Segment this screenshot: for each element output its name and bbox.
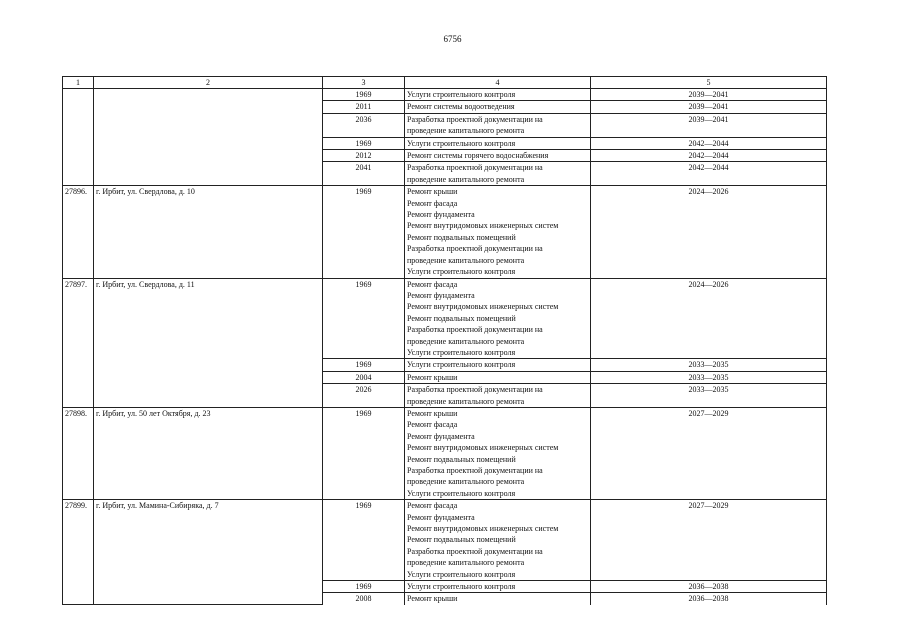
work-item: Ремонт фасада xyxy=(407,198,458,208)
address-cell: г. Ирбит, ул. Свердлова, д. 11 xyxy=(94,278,323,407)
period-cell: 2039—2041 xyxy=(591,89,827,101)
works-cell xyxy=(405,150,591,162)
work-item: проведение капитального ремонта xyxy=(407,336,525,346)
work-item: Услуги строительного контроля xyxy=(407,488,516,498)
work-item: Ремонт подвальных помещений xyxy=(407,535,516,545)
work-item: Разработка проектной документации на xyxy=(407,114,543,124)
header-cell: 3 xyxy=(323,77,405,89)
work-item: Услуги строительного контроля xyxy=(407,90,516,99)
row-number: 27899. xyxy=(63,500,94,605)
year-cell: 2036 xyxy=(323,113,405,137)
work-item: Ремонт подвальных помещений xyxy=(407,232,516,242)
work-item: Ремонт фасада xyxy=(407,420,458,430)
address-cell: г. Ирбит, ул. Мамина-Сибиряка, д. 7 xyxy=(94,500,323,605)
table-row xyxy=(63,89,827,101)
page-number: 6756 xyxy=(443,34,462,44)
works-cell xyxy=(405,162,591,186)
work-item: Ремонт внутридомовых инженерных систем xyxy=(407,302,559,312)
work-item: Ремонт крыши xyxy=(407,372,458,382)
period-cell: 2033—2035 xyxy=(591,384,827,408)
works-cell xyxy=(405,581,591,593)
work-item: Услуги строительного контроля xyxy=(407,267,516,277)
works-cell xyxy=(405,384,591,408)
works-cell xyxy=(405,137,591,149)
year-cell: 1969 xyxy=(323,581,405,593)
work-item: Ремонт внутридомовых инженерных систем xyxy=(407,524,559,534)
period-cell: 2036—2038 xyxy=(591,593,827,605)
work-item: Услуги строительного контроля xyxy=(407,138,516,148)
header-row xyxy=(63,77,827,89)
works-cell xyxy=(405,89,591,101)
period-cell: 2042—2044 xyxy=(591,162,827,186)
work-item: Ремонт фундамента xyxy=(407,431,475,441)
work-item: Ремонт системы водоотведения xyxy=(407,102,515,112)
work-item: Ремонт внутридомовых инженерных систем xyxy=(407,443,559,453)
work-item: Ремонт крыши xyxy=(407,594,458,604)
row-number xyxy=(63,89,94,186)
works-cell xyxy=(405,500,591,581)
period-cell: 2042—2044 xyxy=(591,150,827,162)
period-cell: 2039—2041 xyxy=(591,101,827,113)
work-item: Ремонт фасада xyxy=(407,279,458,289)
works-cell xyxy=(405,113,591,137)
work-item: проведение капитального ремонта xyxy=(407,477,525,487)
work-item: Услуги строительного контроля xyxy=(407,569,516,579)
work-item: Ремонт внутридомовых инженерных систем xyxy=(407,221,559,231)
works-cell xyxy=(405,101,591,113)
work-item: Ремонт фасада xyxy=(407,501,458,511)
year-cell: 2004 xyxy=(323,371,405,383)
work-item: Разработка проектной документации на xyxy=(407,385,543,395)
period-cell: 2033—2035 xyxy=(591,359,827,371)
work-item: проведение капитального ремонта xyxy=(407,255,525,265)
header-cell: 5 xyxy=(591,77,827,89)
year-cell: 1969 xyxy=(323,137,405,149)
period-cell: 2033—2035 xyxy=(591,371,827,383)
year-cell: 1969 xyxy=(323,500,405,581)
work-item: проведение капитального ремонта xyxy=(407,174,525,184)
year-cell: 1969 xyxy=(323,186,405,278)
capital-repair-table xyxy=(62,76,827,605)
work-item: Разработка проектной документации на xyxy=(407,466,543,475)
period-cell: 2027—2029 xyxy=(591,407,827,499)
year-cell: 2008 xyxy=(323,593,405,605)
work-item: Ремонт крыши xyxy=(407,187,458,197)
table-row xyxy=(63,500,827,581)
row-number: 27897. xyxy=(63,278,94,407)
year-cell: 1969 xyxy=(323,89,405,101)
year-cell: 1969 xyxy=(323,359,405,371)
work-item: проведение капитального ремонта xyxy=(407,396,525,406)
works-cell xyxy=(405,278,591,359)
address-cell: г. Ирбит, ул. 50 лет Октября, д. 23 xyxy=(94,407,323,499)
work-item: Разработка проектной документации на xyxy=(407,325,543,335)
table-row xyxy=(63,186,827,278)
work-item: Услуги строительного контроля xyxy=(407,347,516,357)
works-cell xyxy=(405,186,591,278)
work-item: Разработка проектной документации на xyxy=(407,244,543,254)
year-cell: 1969 xyxy=(323,278,405,359)
period-cell: 2024—2026 xyxy=(591,186,827,278)
year-cell: 2012 xyxy=(323,150,405,162)
year-cell: 2041 xyxy=(323,162,405,186)
works-cell xyxy=(405,371,591,383)
work-item: Ремонт фундамента xyxy=(407,512,475,522)
address-cell: г. Ирбит, ул. Свердлова, д. 10 xyxy=(94,186,323,278)
work-item: Разработка проектной документации на xyxy=(407,546,543,556)
table-row xyxy=(63,407,827,499)
row-number: 27898. xyxy=(63,407,94,499)
work-item: Ремонт подвальных помещений xyxy=(407,454,516,464)
table-row xyxy=(63,278,827,359)
period-cell: 2024—2026 xyxy=(591,278,827,359)
header-cell: 4 xyxy=(405,77,591,89)
work-item: Ремонт фундамента xyxy=(407,290,475,300)
work-item: Ремонт подвальных помещений xyxy=(407,313,516,323)
work-item: проведение капитального ремонта xyxy=(407,126,525,136)
address-cell xyxy=(94,89,323,186)
year-cell: 2011 xyxy=(323,101,405,113)
period-cell: 2039—2041 xyxy=(591,113,827,137)
header-cell: 1 xyxy=(63,77,94,89)
works-cell xyxy=(405,407,591,499)
works-cell xyxy=(405,359,591,371)
work-item: Разработка проектной документации на xyxy=(407,163,543,173)
period-cell: 2042—2044 xyxy=(591,137,827,149)
work-item: Услуги строительного контроля xyxy=(407,582,516,592)
period-cell: 2036—2038 xyxy=(591,581,827,593)
year-cell: 1969 xyxy=(323,407,405,499)
year-cell: 2026 xyxy=(323,384,405,408)
work-item: Ремонт крыши xyxy=(407,408,458,418)
works-cell xyxy=(405,593,591,605)
row-number: 27896. xyxy=(63,186,94,278)
header-cell: 2 xyxy=(94,77,323,89)
period-cell: 2027—2029 xyxy=(591,500,827,581)
work-item: Ремонт фундамента xyxy=(407,210,475,220)
work-item: проведение капитального ремонта xyxy=(407,558,525,568)
work-item: Услуги строительного контроля xyxy=(407,360,516,370)
work-item: Ремонт системы горячего водоснабжения xyxy=(407,151,549,161)
